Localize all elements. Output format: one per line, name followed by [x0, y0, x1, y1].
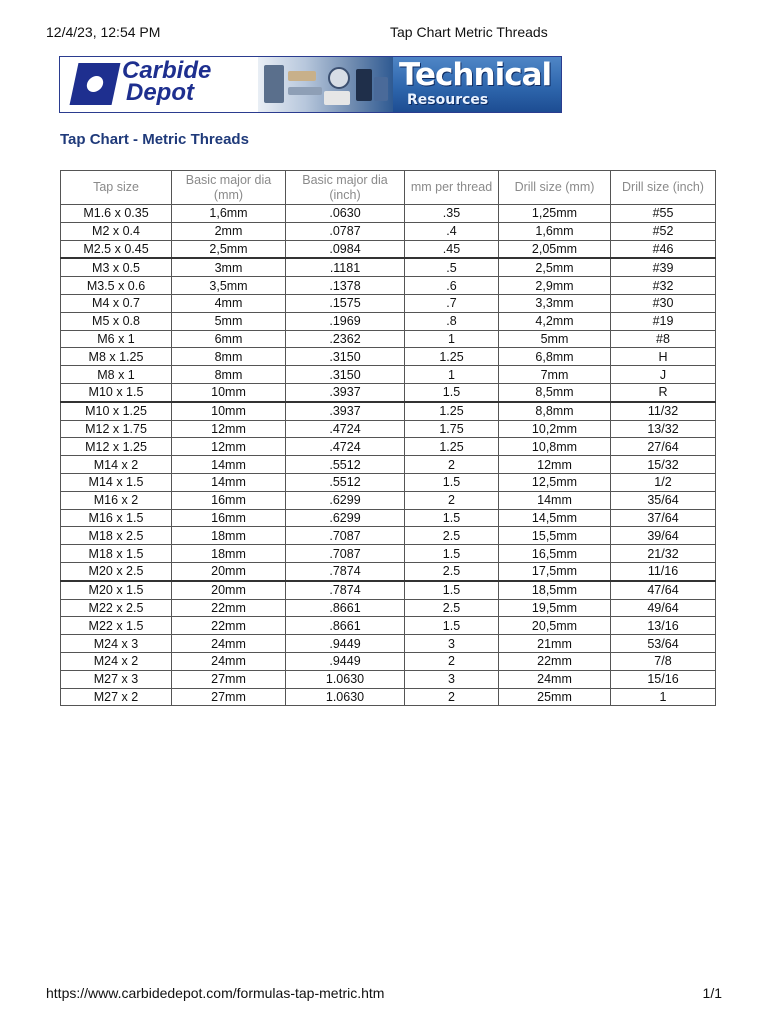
table-cell: 1 [405, 330, 499, 348]
table-cell: M6 x 1 [61, 330, 172, 348]
table-cell: M10 x 1.5 [61, 383, 172, 401]
table-cell: .35 [405, 205, 499, 223]
table-cell: 2,9mm [499, 277, 611, 295]
brand-line-1: Carbide [122, 57, 212, 84]
table-cell: #52 [611, 222, 716, 240]
table-cell: 10,8mm [499, 438, 611, 456]
column-header: Drill size (mm) [499, 171, 611, 205]
table-cell: 12,5mm [499, 473, 611, 491]
table-cell: 21/32 [611, 545, 716, 563]
table-cell: M3.5 x 0.6 [61, 277, 172, 295]
table-cell: 1,25mm [499, 205, 611, 223]
logo-icon [70, 63, 121, 105]
table-cell: M16 x 1.5 [61, 509, 172, 527]
table-cell: 3mm [172, 258, 286, 276]
table-cell: M2 x 0.4 [61, 222, 172, 240]
table-cell: 8,8mm [499, 402, 611, 420]
table-cell: M5 x 0.8 [61, 312, 172, 330]
table-cell: 17,5mm [499, 562, 611, 580]
table-cell: .8661 [286, 617, 405, 635]
table-cell: 14mm [499, 491, 611, 509]
table-cell: .7087 [286, 545, 405, 563]
document-title: Tap Chart - Metric Threads [60, 131, 249, 148]
table-cell: .3150 [286, 348, 405, 366]
table-cell: 18mm [172, 527, 286, 545]
table-cell: M27 x 3 [61, 670, 172, 688]
table-cell: 2.5 [405, 562, 499, 580]
table-cell: 19,5mm [499, 599, 611, 617]
tap-chart-table [60, 170, 716, 706]
table-cell: 18mm [172, 545, 286, 563]
table-cell: 6,8mm [499, 348, 611, 366]
table-cell: 1/2 [611, 473, 716, 491]
table-cell: 1.5 [405, 383, 499, 401]
table-cell: M18 x 1.5 [61, 545, 172, 563]
table-cell: 14mm [172, 473, 286, 491]
table-cell: 1.25 [405, 348, 499, 366]
table-cell: .5512 [286, 473, 405, 491]
table-cell: 1.0630 [286, 688, 405, 706]
table-cell: 2mm [172, 222, 286, 240]
table-cell: 12mm [172, 420, 286, 438]
table-cell: 2,5mm [499, 258, 611, 276]
table-cell: .3150 [286, 366, 405, 384]
table-cell: M20 x 1.5 [61, 581, 172, 599]
table-row [61, 277, 716, 295]
table-cell: .4 [405, 222, 499, 240]
table-cell: 2 [405, 491, 499, 509]
table-cell: 22mm [172, 617, 286, 635]
table-row [61, 205, 716, 223]
table-cell: 35/64 [611, 491, 716, 509]
table-cell: M18 x 2.5 [61, 527, 172, 545]
table-row [61, 491, 716, 509]
table-cell: 2,5mm [172, 240, 286, 258]
table-cell: #39 [611, 258, 716, 276]
table-cell: .0630 [286, 205, 405, 223]
table-row [61, 348, 716, 366]
table-cell: 11/16 [611, 562, 716, 580]
table-cell: .6 [405, 277, 499, 295]
table-row [61, 652, 716, 670]
table-cell: 2 [405, 688, 499, 706]
table-cell: 20mm [172, 581, 286, 599]
table-cell: #30 [611, 294, 716, 312]
table-cell: .5 [405, 258, 499, 276]
resources-word: Resources [407, 92, 489, 108]
table-row [61, 581, 716, 599]
table-cell: 13/32 [611, 420, 716, 438]
table-row [61, 420, 716, 438]
table-cell: 37/64 [611, 509, 716, 527]
table-cell: 22mm [172, 599, 286, 617]
table-row [61, 438, 716, 456]
table-cell: 24mm [172, 652, 286, 670]
table-cell: 1.5 [405, 509, 499, 527]
column-header: mm per thread [405, 171, 499, 205]
table-cell: .9449 [286, 652, 405, 670]
table-cell: 3 [405, 635, 499, 653]
table-cell: 18,5mm [499, 581, 611, 599]
table-cell: 15/16 [611, 670, 716, 688]
print-page-title: Tap Chart Metric Threads [390, 24, 548, 40]
table-cell: 3,3mm [499, 294, 611, 312]
table-cell: M22 x 1.5 [61, 617, 172, 635]
table-cell: .8661 [286, 599, 405, 617]
table-cell: 14,5mm [499, 509, 611, 527]
table-cell: 5mm [172, 312, 286, 330]
table-cell: 3,5mm [172, 277, 286, 295]
table-row [61, 527, 716, 545]
table-cell: M3 x 0.5 [61, 258, 172, 276]
table-cell: M24 x 2 [61, 652, 172, 670]
table-row [61, 617, 716, 635]
tools-collage-image [258, 57, 393, 112]
table-cell: .4724 [286, 420, 405, 438]
table-cell: 49/64 [611, 599, 716, 617]
table-cell: 39/64 [611, 527, 716, 545]
table-cell: 53/64 [611, 635, 716, 653]
table-cell: 1.25 [405, 402, 499, 420]
table-cell: 1.25 [405, 438, 499, 456]
table-cell: 20mm [172, 562, 286, 580]
table-cell: M16 x 2 [61, 491, 172, 509]
table-cell: 2.5 [405, 527, 499, 545]
table-cell: 4,2mm [499, 312, 611, 330]
table-cell: 8mm [172, 366, 286, 384]
table-cell: 10mm [172, 402, 286, 420]
table-cell: 4mm [172, 294, 286, 312]
table-cell: 10,2mm [499, 420, 611, 438]
table-cell: 1.75 [405, 420, 499, 438]
table-cell: .4724 [286, 438, 405, 456]
table-cell: .45 [405, 240, 499, 258]
table-cell: M14 x 2 [61, 456, 172, 474]
table-cell: .3937 [286, 383, 405, 401]
table-cell: #55 [611, 205, 716, 223]
table-cell: M12 x 1.75 [61, 420, 172, 438]
table-row [61, 456, 716, 474]
table-cell: .5512 [286, 456, 405, 474]
table-row [61, 545, 716, 563]
table-cell: 7mm [499, 366, 611, 384]
table-cell: R [611, 383, 716, 401]
table-row [61, 473, 716, 491]
table-cell: 14mm [172, 456, 286, 474]
table-cell: 10mm [172, 383, 286, 401]
table-cell: .7874 [286, 581, 405, 599]
column-header: Tap size [61, 171, 172, 205]
table-row [61, 635, 716, 653]
table-cell: 16mm [172, 491, 286, 509]
table-cell: 16,5mm [499, 545, 611, 563]
table-cell: M10 x 1.25 [61, 402, 172, 420]
table-cell: M24 x 3 [61, 635, 172, 653]
table-cell: .0984 [286, 240, 405, 258]
table-cell: 27/64 [611, 438, 716, 456]
column-header: Basic major dia (mm) [172, 171, 286, 205]
table-cell: 13/16 [611, 617, 716, 635]
table-row [61, 222, 716, 240]
table-row [61, 240, 716, 258]
table-cell: 3 [405, 670, 499, 688]
table-cell: .7 [405, 294, 499, 312]
table-cell: 25mm [499, 688, 611, 706]
table-cell: M27 x 2 [61, 688, 172, 706]
table-cell: J [611, 366, 716, 384]
table-row [61, 599, 716, 617]
table-cell: 1.5 [405, 473, 499, 491]
table-cell: 11/32 [611, 402, 716, 420]
print-header [46, 24, 722, 42]
table-cell: #46 [611, 240, 716, 258]
table-cell: 1.5 [405, 545, 499, 563]
table-cell: 20,5mm [499, 617, 611, 635]
table-cell: .1378 [286, 277, 405, 295]
table-cell: M22 x 2.5 [61, 599, 172, 617]
table-cell: 1 [611, 688, 716, 706]
page-url-link[interactable]: https://www.carbidedepot.com/formulas-tap-metric.htm [46, 985, 385, 1001]
table-cell: 1.0630 [286, 670, 405, 688]
table-cell: .6299 [286, 491, 405, 509]
table-cell: 2.5 [405, 599, 499, 617]
table-cell: M8 x 1 [61, 366, 172, 384]
table-cell: 1,6mm [172, 205, 286, 223]
table-cell: .7087 [286, 527, 405, 545]
table-cell: M14 x 1.5 [61, 473, 172, 491]
table-cell: 8,5mm [499, 383, 611, 401]
table-cell: H [611, 348, 716, 366]
table-cell: 27mm [172, 670, 286, 688]
table-row [61, 383, 716, 401]
column-header: Drill size (inch) [611, 171, 716, 205]
table-cell: 1.5 [405, 581, 499, 599]
table-cell: 15/32 [611, 456, 716, 474]
table-cell: 2 [405, 456, 499, 474]
table-cell: M2.5 x 0.45 [61, 240, 172, 258]
table-cell: 2 [405, 652, 499, 670]
table-cell: 12mm [499, 456, 611, 474]
table-cell: #32 [611, 277, 716, 295]
table-row [61, 312, 716, 330]
table-row [61, 258, 716, 276]
table-cell: 7/8 [611, 652, 716, 670]
table-cell: 1,6mm [499, 222, 611, 240]
table-cell: .7874 [286, 562, 405, 580]
table-row [61, 670, 716, 688]
table-cell: .1575 [286, 294, 405, 312]
table-row [61, 366, 716, 384]
table-row [61, 509, 716, 527]
table-row [61, 294, 716, 312]
table-cell: 6mm [172, 330, 286, 348]
table-cell: M12 x 1.25 [61, 438, 172, 456]
table-cell: 27mm [172, 688, 286, 706]
table-cell: .6299 [286, 509, 405, 527]
table-cell: 21mm [499, 635, 611, 653]
table-cell: .9449 [286, 635, 405, 653]
table-cell: 12mm [172, 438, 286, 456]
technical-resources-panel [393, 57, 561, 112]
table-cell: 24mm [172, 635, 286, 653]
table-cell: M4 x 0.7 [61, 294, 172, 312]
print-footer [46, 985, 722, 1003]
table-cell: 2,05mm [499, 240, 611, 258]
column-header: Basic major dia (inch) [286, 171, 405, 205]
page-number: 1/1 [702, 985, 722, 1001]
table-cell: .0787 [286, 222, 405, 240]
brand-line-2: Depot [126, 79, 194, 106]
table-cell: M1.6 x 0.35 [61, 205, 172, 223]
table-cell: 1 [405, 366, 499, 384]
table-cell: .3937 [286, 402, 405, 420]
table-cell: M20 x 2.5 [61, 562, 172, 580]
table-cell: #8 [611, 330, 716, 348]
table-cell: 22mm [499, 652, 611, 670]
table-cell: .2362 [286, 330, 405, 348]
table-row [61, 562, 716, 580]
table-cell: .1969 [286, 312, 405, 330]
table-row [61, 402, 716, 420]
table-cell: 24mm [499, 670, 611, 688]
table-cell: 16mm [172, 509, 286, 527]
table-cell: 15,5mm [499, 527, 611, 545]
table-cell: #19 [611, 312, 716, 330]
table-cell: 8mm [172, 348, 286, 366]
print-datetime: 12/4/23, 12:54 PM [46, 24, 161, 40]
technical-word: Technical [399, 57, 552, 93]
table-row [61, 688, 716, 706]
table-cell: M8 x 1.25 [61, 348, 172, 366]
table-cell: .1181 [286, 258, 405, 276]
table-row [61, 330, 716, 348]
table-header-row [61, 171, 716, 205]
table-cell: 1.5 [405, 617, 499, 635]
table-cell: 47/64 [611, 581, 716, 599]
table-cell: .8 [405, 312, 499, 330]
site-banner[interactable] [59, 56, 562, 113]
table-cell: 5mm [499, 330, 611, 348]
